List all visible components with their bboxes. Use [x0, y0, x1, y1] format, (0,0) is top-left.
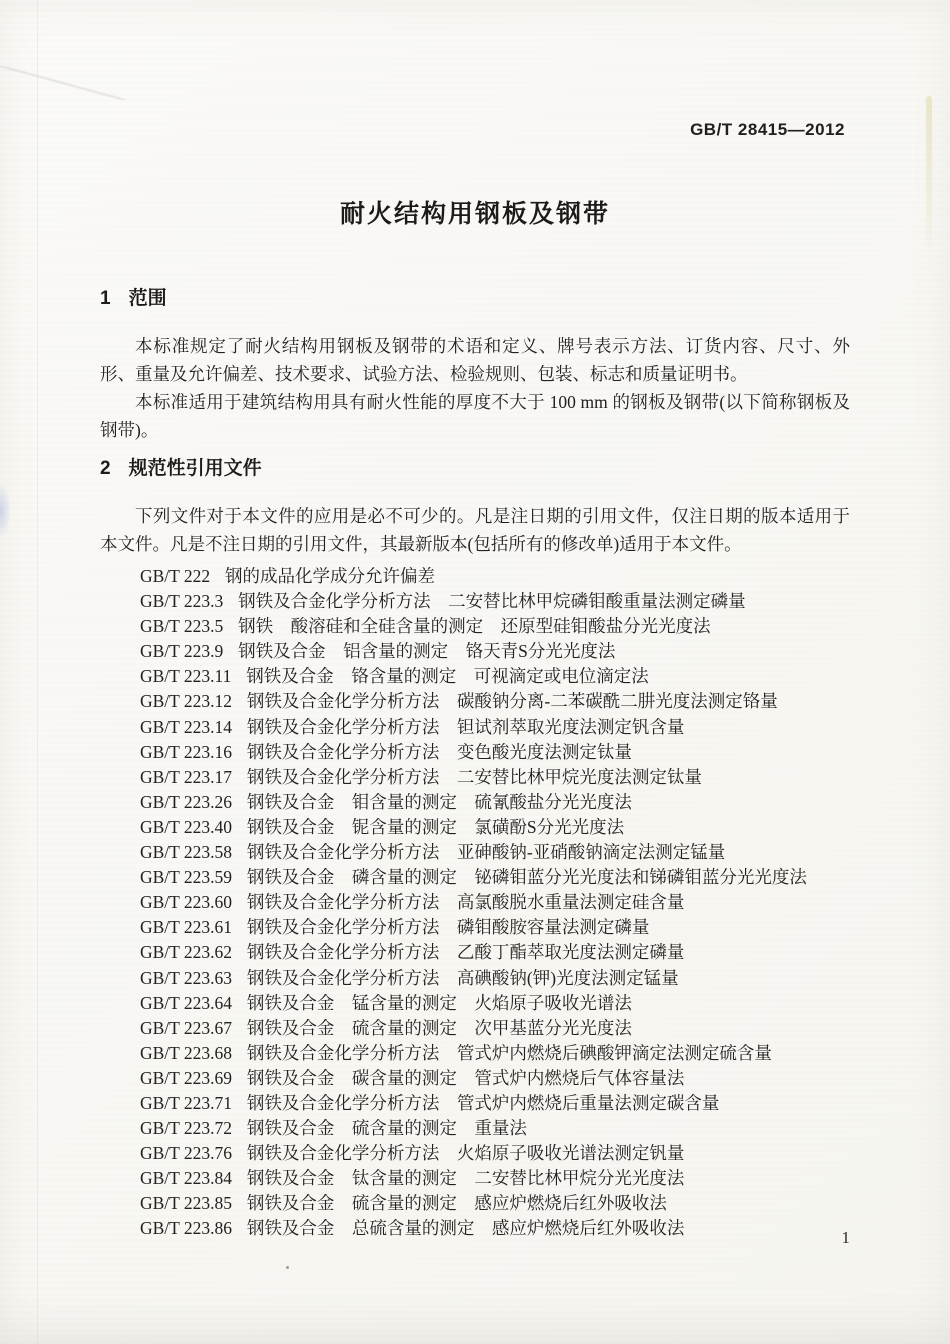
reference-code: GB/T 223.58 [140, 842, 233, 863]
document-sections [100, 286, 850, 1242]
reference-item [140, 1141, 850, 1166]
reference-code: GB/T 223.86 [140, 1218, 233, 1239]
reference-code: GB/T 223.84 [140, 1168, 233, 1189]
reference-item [140, 966, 850, 991]
reference-code: GB/T 223.71 [140, 1092, 233, 1113]
reference-code: GB/T 223.14 [140, 716, 233, 737]
reference-item [140, 1091, 850, 1116]
reference-item [140, 639, 850, 664]
document-title: 耐火结构用钢板及钢带 [339, 200, 610, 228]
reference-item [140, 991, 850, 1016]
reference-item [140, 790, 850, 815]
section-heading-label: 范围 [128, 288, 167, 309]
section-paragraphs [100, 332, 850, 444]
standard-code-header: GB/T 28415—2012 [690, 120, 845, 139]
section-heading [100, 286, 850, 312]
reference-item [140, 940, 850, 965]
page-number: 1 [841, 1228, 850, 1247]
reference-code: GB/T 223.68 [140, 1042, 233, 1063]
reference-item [140, 915, 850, 940]
reference-description: 钢铁及合金 硫含量的测定 次甲基蓝分光光度法 [246, 1017, 632, 1038]
reference-code: GB/T 223.12 [140, 691, 233, 712]
reference-code: GB/T 223.60 [140, 892, 233, 913]
reference-item [140, 1216, 850, 1241]
reference-description: 钢铁及合金 总硫含量的测定 感应炉燃烧后红外吸收法 [246, 1218, 685, 1239]
reference-description: 钢铁及合金 硫含量的测定 重量法 [246, 1118, 527, 1139]
reference-item [140, 564, 850, 589]
reference-code: GB/T 223.40 [140, 816, 233, 837]
reference-item [140, 1166, 850, 1191]
reference-code: GB/T 223.26 [140, 791, 233, 812]
reference-item [140, 664, 850, 689]
reference-item [140, 715, 850, 740]
paragraph: 下列文件对于本文件的应用是必不可少的。凡是注日期的引用文件，仅注日期的版本适用于本文件。凡是不注日期的引用文件，其最新版本(包括所有的修改单)适用于本文件。 [100, 506, 850, 554]
reference-code: GB/T 223.67 [140, 1017, 233, 1038]
scan-diagonal-mark-artifact [0, 66, 125, 100]
reference-code: GB/T 223.16 [140, 741, 233, 762]
reference-description: 钢铁及合金化学分析方法 磷钼酸胺容量法测定磷量 [246, 917, 650, 938]
reference-description: 钢铁及合金化学分析方法 钽试剂萃取光度法测定钒含量 [246, 716, 685, 737]
reference-description: 钢铁及合金化学分析方法 碳酸钠分离-二苯碳酰二肼光度法测定铬量 [246, 691, 778, 712]
section-number: 2 [100, 458, 111, 479]
scan-bottom-shade-artifact [0, 1290, 950, 1344]
reference-item [140, 1116, 850, 1141]
reference-item [140, 1191, 850, 1216]
reference-description: 钢铁及合金化学分析方法 乙酸丁酯萃取光度法测定磷量 [246, 942, 685, 963]
section-heading [100, 456, 850, 482]
reference-description: 钢铁及合金 碳含量的测定 管式炉内燃烧后气体容量法 [246, 1067, 685, 1088]
reference-description: 钢铁及合金化学分析方法 管式炉内燃烧后重量法测定碳含量 [246, 1092, 720, 1113]
reference-description: 钢铁及合金 锰含量的测定 火焰原子吸收光谱法 [246, 992, 632, 1013]
reference-item [140, 1066, 850, 1091]
reference-item [140, 689, 850, 714]
reference-description: 钢铁及合金 铝含量的测定 铬天青S分光光度法 [238, 641, 616, 662]
section-heading-label: 规范性引用文件 [128, 458, 262, 479]
reference-description: 钢铁及合金化学分析方法 亚砷酸钠-亚硝酸钠滴定法测定锰量 [246, 842, 726, 863]
reference-item [140, 840, 850, 865]
paragraph: 本标准规定了耐火结构用钢板及钢带的术语和定义、牌号表示方法、订货内容、尺寸、外形、重量及允许偏差、技术要求、试验方法、检验规则、包装、标志和质量证明书。 [100, 336, 850, 384]
reference-item [140, 740, 850, 765]
reference-description: 钢铁及合金化学分析方法 管式炉内燃烧后碘酸钾滴定法测定硫含量 [246, 1042, 772, 1063]
section-paragraphs [100, 502, 850, 558]
reference-description: 钢铁及合金化学分析方法 火焰原子吸收光谱法测定钒量 [246, 1143, 685, 1164]
scan-yellow-streak-artifact [926, 96, 932, 246]
reference-description: 钢铁及合金 硫含量的测定 感应炉燃烧后红外吸收法 [246, 1193, 667, 1214]
reference-item [140, 865, 850, 890]
reference-code: GB/T 223.76 [140, 1143, 233, 1164]
scan-dot-artifact [286, 1266, 289, 1269]
reference-code: GB/T 223.9 [140, 641, 224, 662]
reference-description: 钢铁及合金化学分析方法 高氯酸脱水重量法测定硅含量 [246, 892, 685, 913]
reference-description: 钢铁及合金 磷含量的测定 铋磷钼蓝分光光度法和锑磷钼蓝分光光度法 [246, 867, 807, 888]
reference-code: GB/T 223.61 [140, 917, 233, 938]
scan-blue-smudge-artifact [0, 484, 11, 538]
reference-description: 钢铁及合金化学分析方法 二安替比林甲烷光度法测定钛量 [246, 766, 702, 787]
reference-description: 钢铁及合金 铌含量的测定 氯磺酚S分光光度法 [246, 816, 625, 837]
reference-description: 钢铁及合金 钛含量的测定 二安替比林甲烷分光光度法 [246, 1168, 685, 1189]
reference-code: GB/T 223.59 [140, 867, 233, 888]
reference-item [140, 1016, 850, 1041]
section-number: 1 [100, 288, 111, 309]
reference-code: GB/T 223.72 [140, 1118, 233, 1139]
reference-code: GB/T 223.11 [140, 666, 232, 687]
reference-list [100, 564, 850, 1242]
reference-code: GB/T 223.3 [140, 591, 224, 612]
reference-item [140, 589, 850, 614]
reference-description: 钢的成品化学成分允许偏差 [225, 566, 436, 586]
reference-code: GB/T 223.17 [140, 766, 233, 787]
paragraph: 本标准适用于建筑结构用具有耐火性能的厚度不大于 100 mm 的钢板及钢带(以下简称钢板及钢带)。 [100, 392, 850, 440]
reference-description: 钢铁及合金 铬含量的测定 可视滴定或电位滴定法 [246, 666, 649, 687]
reference-description: 钢铁及合金化学分析方法 二安替比林甲烷磷钼酸重量法测定磷量 [238, 591, 746, 612]
reference-description: 钢铁及合金化学分析方法 变色酸光度法测定钛量 [246, 741, 632, 762]
reference-code: GB/T 223.63 [140, 967, 233, 988]
reference-item [140, 765, 850, 790]
reference-item [140, 890, 850, 915]
section [100, 456, 850, 1242]
reference-item [140, 815, 850, 840]
reference-code: GB/T 223.85 [140, 1193, 233, 1214]
reference-item [140, 1041, 850, 1066]
scan-edge-line-artifact [37, 0, 38, 1344]
reference-code: GB/T 223.69 [140, 1067, 233, 1088]
reference-code: GB/T 223.62 [140, 942, 233, 963]
reference-item [140, 614, 850, 639]
reference-code: GB/T 222 [140, 566, 211, 586]
reference-code: GB/T 223.5 [140, 616, 224, 637]
reference-code: GB/T 223.64 [140, 992, 233, 1013]
reference-description: 钢铁及合金化学分析方法 高碘酸钠(钾)光度法测定锰量 [246, 967, 679, 988]
section [100, 286, 850, 444]
reference-description: 钢铁 酸溶硅和全硅含量的测定 还原型硅钼酸盐分光光度法 [238, 616, 711, 637]
reference-description: 钢铁及合金 钼含量的测定 硫氰酸盐分光光度法 [246, 791, 632, 812]
